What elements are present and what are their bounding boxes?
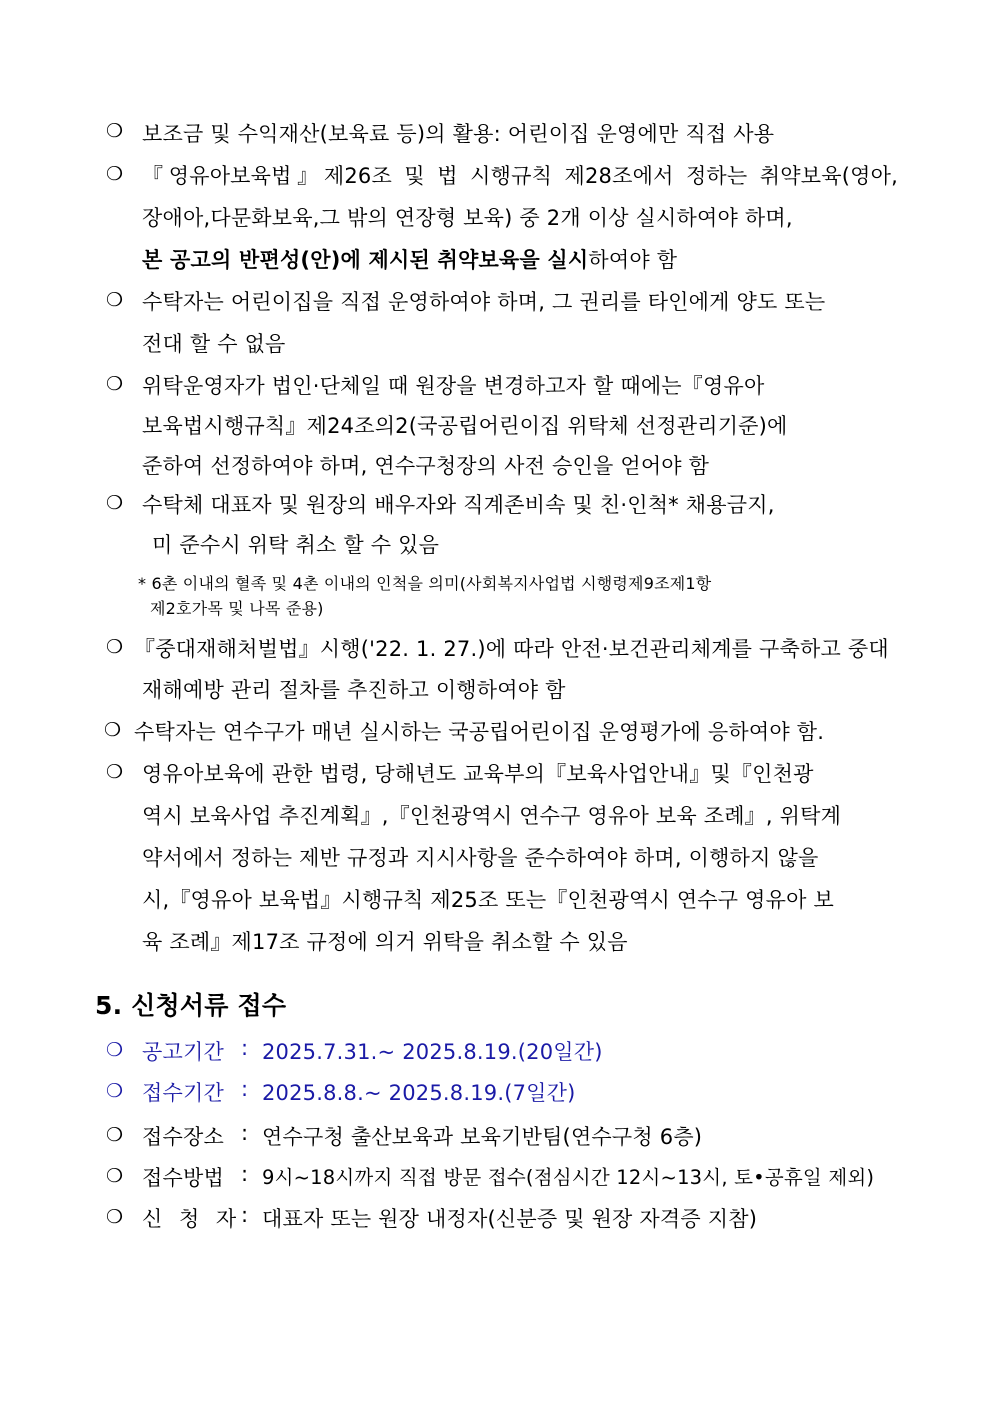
separator: : xyxy=(241,1121,249,1145)
item-5-line-2: 미 준수시 위탁 취소 할 수 있음 xyxy=(152,533,440,557)
application-period-label: 접수기간 xyxy=(142,1081,224,1105)
bullet-icon: ❍ xyxy=(106,1039,124,1061)
application-period-value: 2025.8.8.~ 2025.8.19.(7일간) xyxy=(262,1081,576,1105)
bullet-icon: ❍ xyxy=(106,1165,124,1187)
bullet-icon: ❍ xyxy=(106,761,124,783)
item-2-tail-text: 하여야 함 xyxy=(588,248,678,272)
bullet-icon: ❍ xyxy=(106,1206,124,1228)
item-8-line-5: 육 조례』제17조 규정에 의거 위탁을 취소할 수 있음 xyxy=(142,930,628,954)
applicant-value: 대표자 또는 원장 내정자(신분증 및 원장 자격증 지참) xyxy=(262,1207,758,1231)
bullet-icon: ❍ xyxy=(106,163,124,185)
bullet-icon: ❍ xyxy=(104,719,122,741)
item-8-line-1: 영유아보육에 관한 법령, 당해년도 교육부의『보육사업안내』및『인천광 xyxy=(142,762,814,786)
bullet-icon: ❍ xyxy=(106,636,124,658)
item-4-line-1: 위탁운영자가 법인·단체일 때 원장을 변경하고자 할 때에는『영유아 xyxy=(142,374,765,398)
separator: : xyxy=(241,1077,249,1101)
bullet-icon: ❍ xyxy=(106,120,124,142)
application-method-value: 9시~18시까지 직접 방문 접수(점심시간 12시~13시, 토•공휴일 제외) xyxy=(262,1166,875,1189)
bullet-icon: ❍ xyxy=(106,492,124,514)
item-5-note-line-2: 제2호가목 및 나목 준용) xyxy=(150,599,324,618)
item-2-line-3 xyxy=(142,244,677,274)
item-6-line-1: 『중대재해처벌법』시행('22. 1. 27.)에 따라 안전·보건관리체계를 구축하고 중대 xyxy=(134,637,889,661)
item-2-line-1: 『영유아보육법』제26조 및 법 시행규칙 제28조에서 정하는 취약보육(영아, xyxy=(142,164,898,188)
item-8-line-4: 시,『영유아 보육법』시행규칙 제25조 또는『인천광역시 연수구 영유아 보 xyxy=(142,888,834,912)
item-5-line-1: 수탁체 대표자 및 원장의 배우자와 직계존비속 및 친·인척* 채용금지, xyxy=(142,493,775,517)
item-1-line-1: 보조금 및 수익재산(보육료 등)의 활용: 어린이집 운영에만 직접 사용 xyxy=(142,122,775,146)
item-4-line-3: 준하여 선정하여야 하며, 연수구청장의 사전 승인을 얻어야 함 xyxy=(142,454,710,478)
applicant-label: 신 청 자 xyxy=(142,1207,242,1231)
item-5-note-line-1: * 6촌 이내의 혈족 및 4촌 이내의 인척을 의미(사회복지사업법 시행령제9조제1항 xyxy=(138,574,712,593)
bullet-icon: ❍ xyxy=(106,1080,124,1102)
application-method-label: 접수방법 xyxy=(142,1166,224,1190)
application-place-value: 연수구청 출산보육과 보육기반팀(연수구청 6층) xyxy=(262,1125,703,1149)
item-4-line-2: 보육법시행규칙』제24조의2(국공립어린이집 위탁체 선정관리기준)에 xyxy=(142,414,788,438)
bullet-icon: ❍ xyxy=(106,1124,124,1146)
item-7-line-1: 수탁자는 연수구가 매년 실시하는 국공립어린이집 운영평가에 응하여야 함. xyxy=(134,720,825,744)
bullet-icon: ❍ xyxy=(106,289,124,311)
item-2-bold-text: 본 공고의 반편성(안)에 제시된 취약보육을 실시 xyxy=(142,248,589,272)
item-2-line-2: 장애아,다문화보육,그 밖의 연장형 보육) 중 2개 이상 실시하여야 하며, xyxy=(142,206,793,230)
separator: : xyxy=(241,1036,249,1060)
item-3-line-2: 전대 할 수 없음 xyxy=(142,332,286,356)
bullet-icon: ❍ xyxy=(106,373,124,395)
section-heading: 5. 신청서류 접수 xyxy=(95,991,287,1020)
notice-period-label: 공고기간 xyxy=(142,1040,224,1064)
separator: : xyxy=(241,1203,249,1227)
item-3-line-1: 수탁자는 어린이집을 직접 운영하여야 하며, 그 권리를 타인에게 양도 또는 xyxy=(142,290,826,314)
notice-period-value: 2025.7.31.~ 2025.8.19.(20일간) xyxy=(262,1040,603,1064)
item-8-line-2: 역시 보육사업 추진계획』,『인천광역시 연수구 영유아 보육 조례』, 위탁계 xyxy=(142,804,842,828)
item-6-line-2: 재해예방 관리 절차를 추진하고 이행하여야 함 xyxy=(142,678,566,702)
application-place-label: 접수장소 xyxy=(142,1125,224,1149)
separator: : xyxy=(241,1162,249,1186)
item-8-line-3: 약서에서 정하는 제반 규정과 지시사항을 준수하여야 하며, 이행하지 않을 xyxy=(142,846,819,870)
